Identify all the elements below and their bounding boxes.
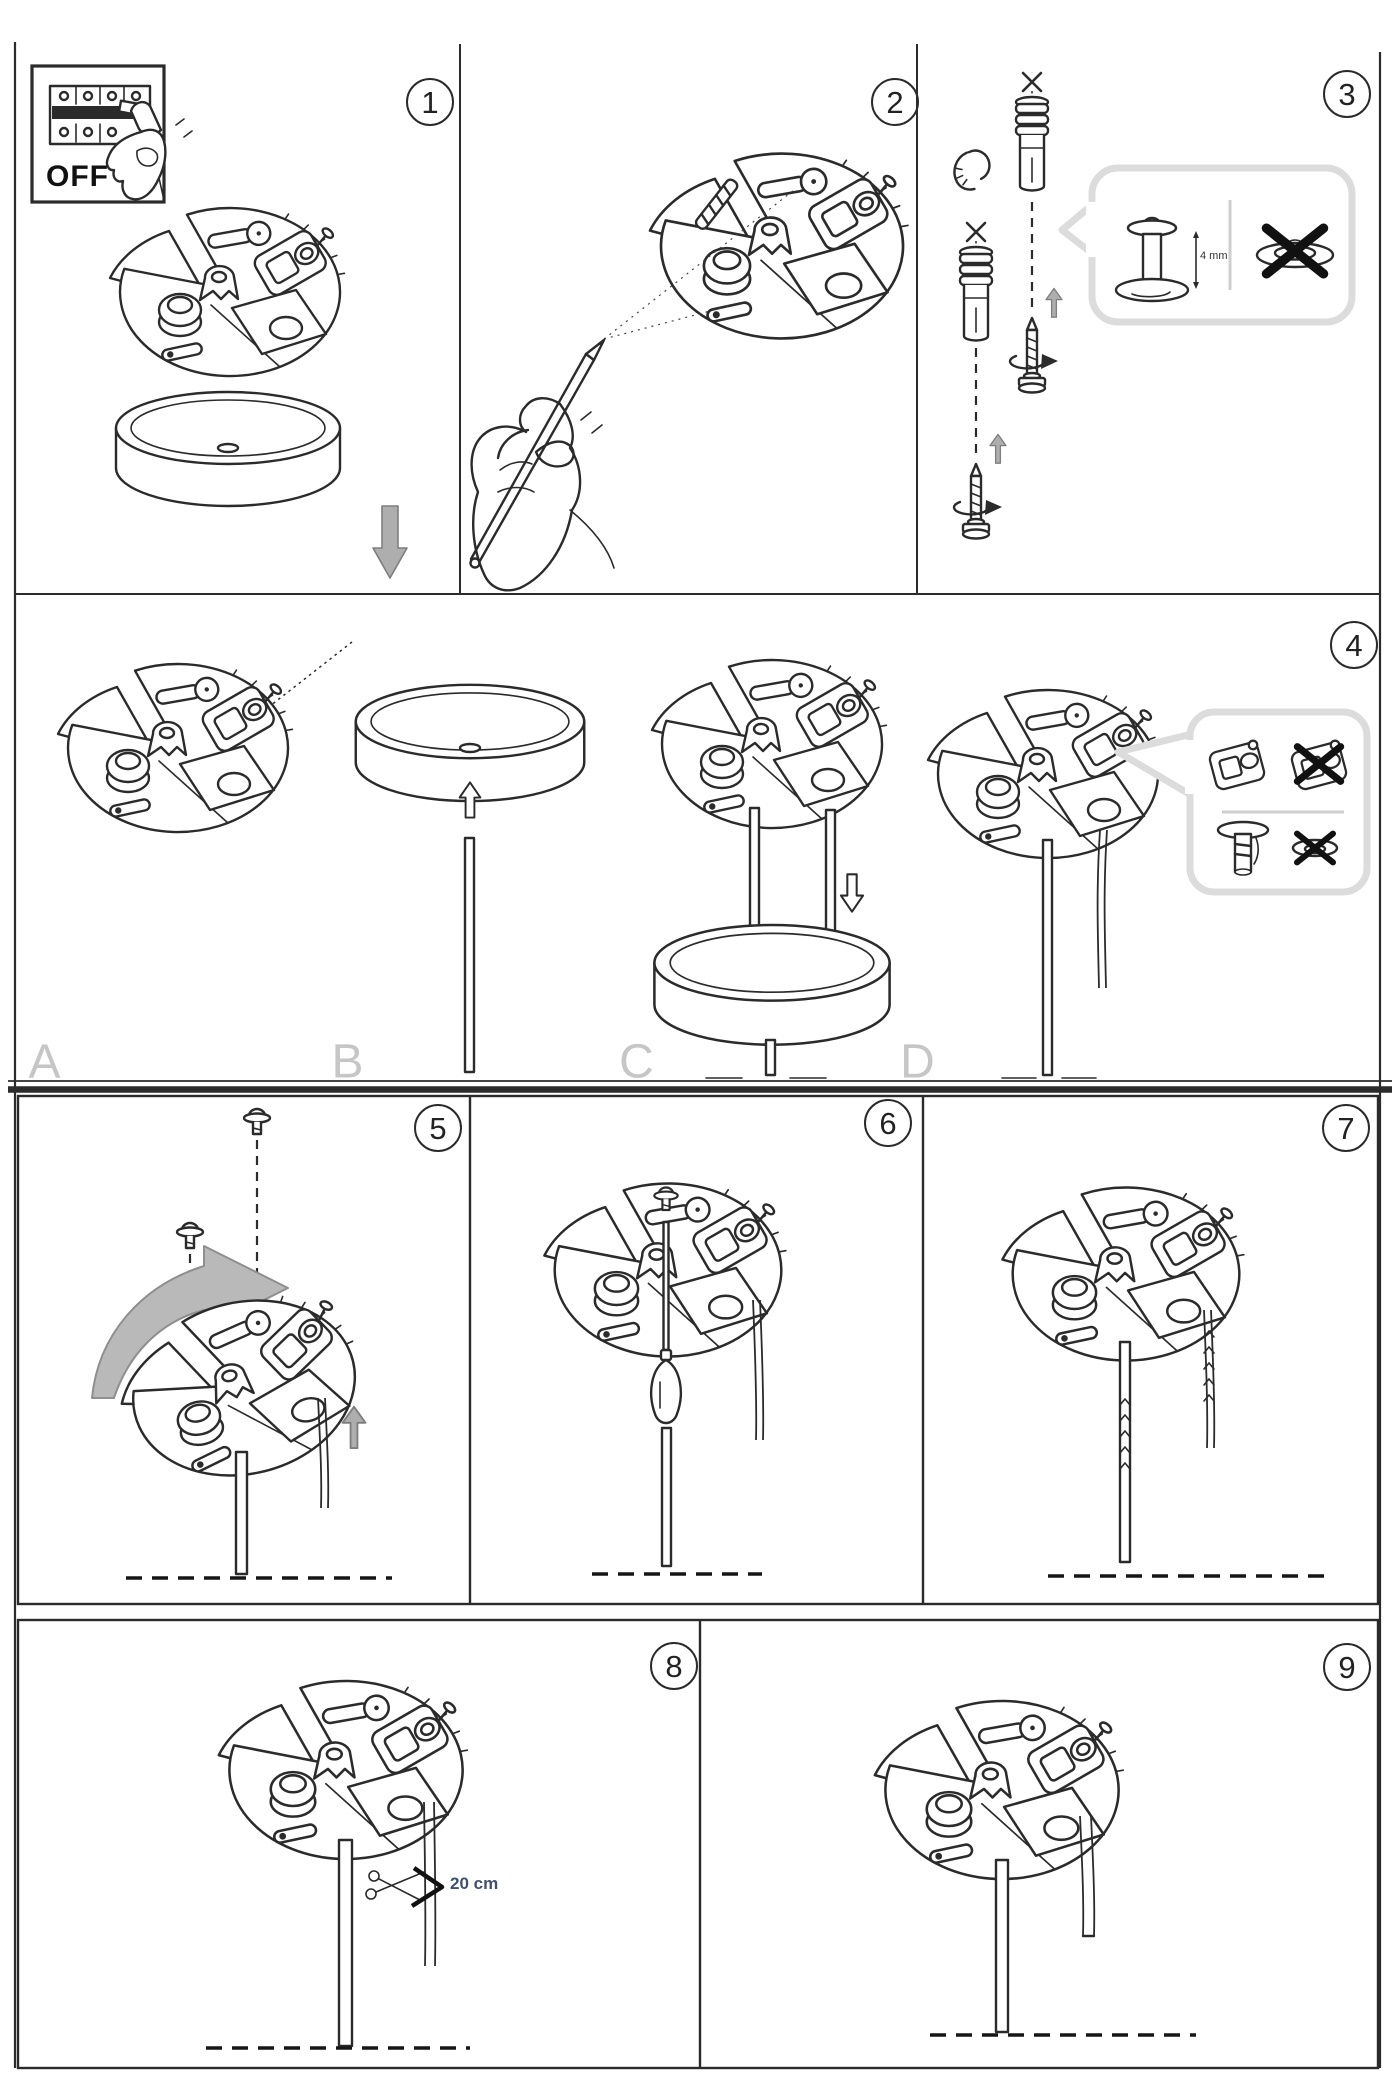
- panel-6-tighten-screw-with-screwdriver: [544, 1183, 785, 1574]
- down-arrow-icon: [841, 874, 863, 911]
- drum-canopy-icon: [116, 392, 340, 506]
- position-x-mark: [967, 223, 985, 241]
- step-8-badge: 8: [650, 1642, 698, 1690]
- rod-icon: [236, 1452, 247, 1574]
- step-4-badge: 4: [1330, 621, 1378, 669]
- mounting-bracket-icon: [650, 154, 908, 339]
- rod-stub-icon: [766, 1040, 775, 1075]
- panel-4-assemble-rod-and-canopy: [58, 642, 1367, 1078]
- variant-label-d: D: [900, 1035, 936, 1089]
- panel-3-fix-wall-plugs-and-screws: [950, 73, 1352, 539]
- cut-mark: [412, 1868, 442, 1906]
- callout-4mm: [1062, 168, 1352, 322]
- mounting-bracket-icon: [219, 1681, 467, 1859]
- mounting-bracket-icon: [1002, 1187, 1243, 1360]
- variant-label-b: B: [331, 1035, 365, 1089]
- step-9-badge: 9: [1323, 1643, 1371, 1691]
- up-arrow-icon: [1046, 288, 1062, 317]
- screw-icon: [1019, 318, 1045, 393]
- mounting-bracket-icon: [652, 660, 886, 828]
- drum-shade-icon: [654, 925, 889, 1045]
- step-7-badge: 7: [1322, 1104, 1370, 1152]
- breaker-off-label: OFF: [46, 160, 109, 193]
- panel-8-cut-cable-to-20cm: [206, 1681, 470, 2048]
- panel-7-adjust-rod-and-cable: [1002, 1187, 1334, 1576]
- variant-label-c: C: [619, 1035, 655, 1089]
- step-1-badge: 1: [406, 78, 454, 126]
- cable-icon: [424, 1802, 425, 1966]
- rod-icon: [662, 1428, 671, 1566]
- mounting-bracket-icon: [875, 1701, 1123, 1879]
- mounting-bracket-icon: [928, 690, 1162, 858]
- step-2-badge: 2: [871, 78, 919, 126]
- panel-9-finished-cable-length: [875, 1701, 1196, 2035]
- mounting-bracket-icon: [58, 664, 292, 832]
- rod-icon: [1043, 840, 1052, 1075]
- cable-icon: [1098, 830, 1100, 988]
- screw-protrusion-dimension-label: 4 mm: [1200, 250, 1228, 262]
- screw-icon: [244, 1109, 270, 1134]
- up-arrow-icon: [990, 434, 1006, 463]
- scissors-icon: [366, 1868, 442, 1906]
- rod-icon: [339, 1840, 352, 2046]
- position-x-mark: [1023, 73, 1041, 91]
- down-arrow-icon: [373, 506, 407, 578]
- cable-cut-length-label: 20 cm: [450, 1874, 499, 1893]
- wall-plug-icon: [960, 247, 992, 341]
- step-3-badge: 3: [1323, 70, 1371, 118]
- rod-icon: [465, 838, 474, 1072]
- step-6-badge: 6: [864, 1099, 912, 1147]
- variant-label-a: A: [28, 1035, 62, 1089]
- step-5-badge: 5: [414, 1104, 462, 1152]
- hand-pencil-icon: [472, 398, 614, 590]
- wall-plug-icon: [1016, 97, 1048, 191]
- spring-toggle-icon: [950, 147, 995, 193]
- cable-clamp-prohibited-icon: [1290, 740, 1348, 791]
- panel-1-switch-off-and-remove-canopy: [32, 66, 407, 578]
- screw-icon: [177, 1223, 203, 1248]
- panel-2-mark-drill-holes: [471, 154, 908, 591]
- mounting-bracket-icon: [110, 208, 344, 376]
- callout-correct-fixings: [1118, 712, 1367, 892]
- insert-screw-dotted-line: [270, 642, 352, 706]
- panel-5-rotate-bracket-onto-screws: [92, 1109, 392, 1578]
- screw-icon: [963, 464, 989, 539]
- rod-icon: [996, 1860, 1008, 2032]
